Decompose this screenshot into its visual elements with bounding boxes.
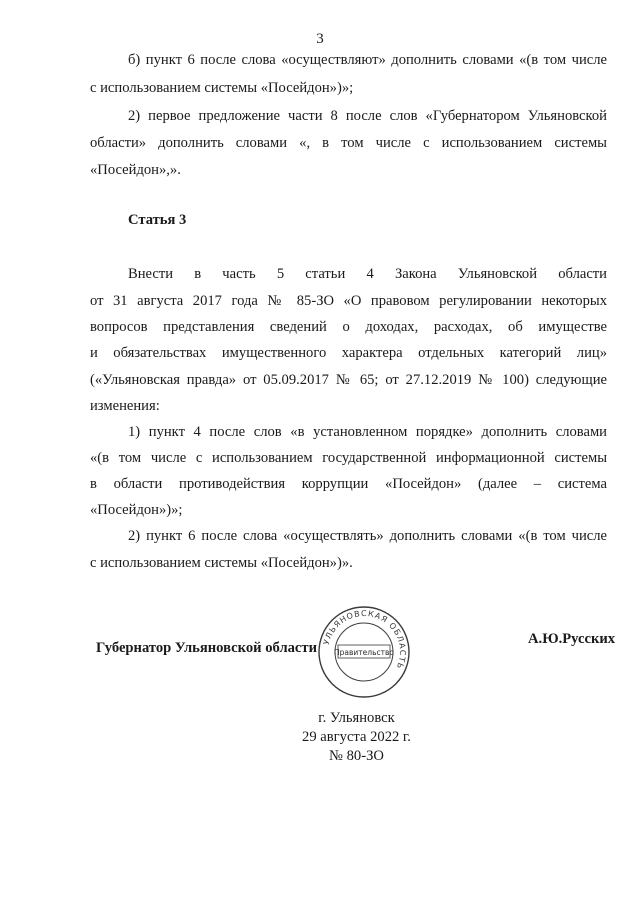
text-line: изменения: xyxy=(90,398,160,414)
page-number: 3 xyxy=(316,31,324,47)
signature-name: А.Ю.Русских xyxy=(528,631,616,647)
footer-date: 29 августа 2022 г. xyxy=(302,729,411,745)
text-line: «Посейдон»,». xyxy=(90,162,181,178)
text-line: с использованием системы «Посейдон»)». xyxy=(90,555,353,571)
text-line: 2) первое предложение части 8 после слов «Губернатором Ульяновской xyxy=(128,108,607,124)
text-line: «(в том числе с использованием государственной информационной системы xyxy=(90,450,607,466)
footer-number: № 80-ЗО xyxy=(329,748,384,764)
text-line: вопросов представления сведений о доходах, расходах, об имуществе xyxy=(90,319,607,335)
text-line: и обязательствах имущественного характера отдельных категорий лиц» xyxy=(90,345,607,361)
text-line: с использованием системы «Посейдон»)»; xyxy=(90,80,354,96)
text-line: 1) пункт 4 после слов «в установленном порядке» дополнить словами xyxy=(128,424,607,440)
footer-city: г. Ульяновск xyxy=(318,710,395,726)
text-line: области» дополнить словами «, в том числе с использованием системы xyxy=(90,135,607,151)
seal-center-text: Правительство xyxy=(334,648,394,657)
text-line: в области противодействия коррупции «Посейдон» (далее – система xyxy=(90,476,607,492)
text-line: б) пункт 6 после слова «осуществляют» дополнить словами «(в том числе xyxy=(128,52,607,68)
text-line: «Посейдон»)»; xyxy=(90,502,183,518)
seal-ring-text: УЛЬЯНОВСКАЯ ОБЛАСТЬ xyxy=(321,608,408,671)
text-line: 2) пункт 6 после слова «осуществлять» дополнить словами «(в том числе xyxy=(128,528,607,544)
signature-title: Губернатор Ульяновской области xyxy=(96,640,317,656)
text-line: Внести в часть 5 статьи 4 Закона Ульяновской области xyxy=(128,266,607,282)
text-line: («Ульяновская правда» от 05.09.2017 № 65; от 27.12.2019 № 100) следующие xyxy=(90,372,607,388)
official-seal xyxy=(316,604,412,700)
article-title: Статья 3 xyxy=(128,212,187,228)
text-line: от 31 августа 2017 года № 85-ЗО «О правовом регулировании некоторых xyxy=(90,293,607,309)
